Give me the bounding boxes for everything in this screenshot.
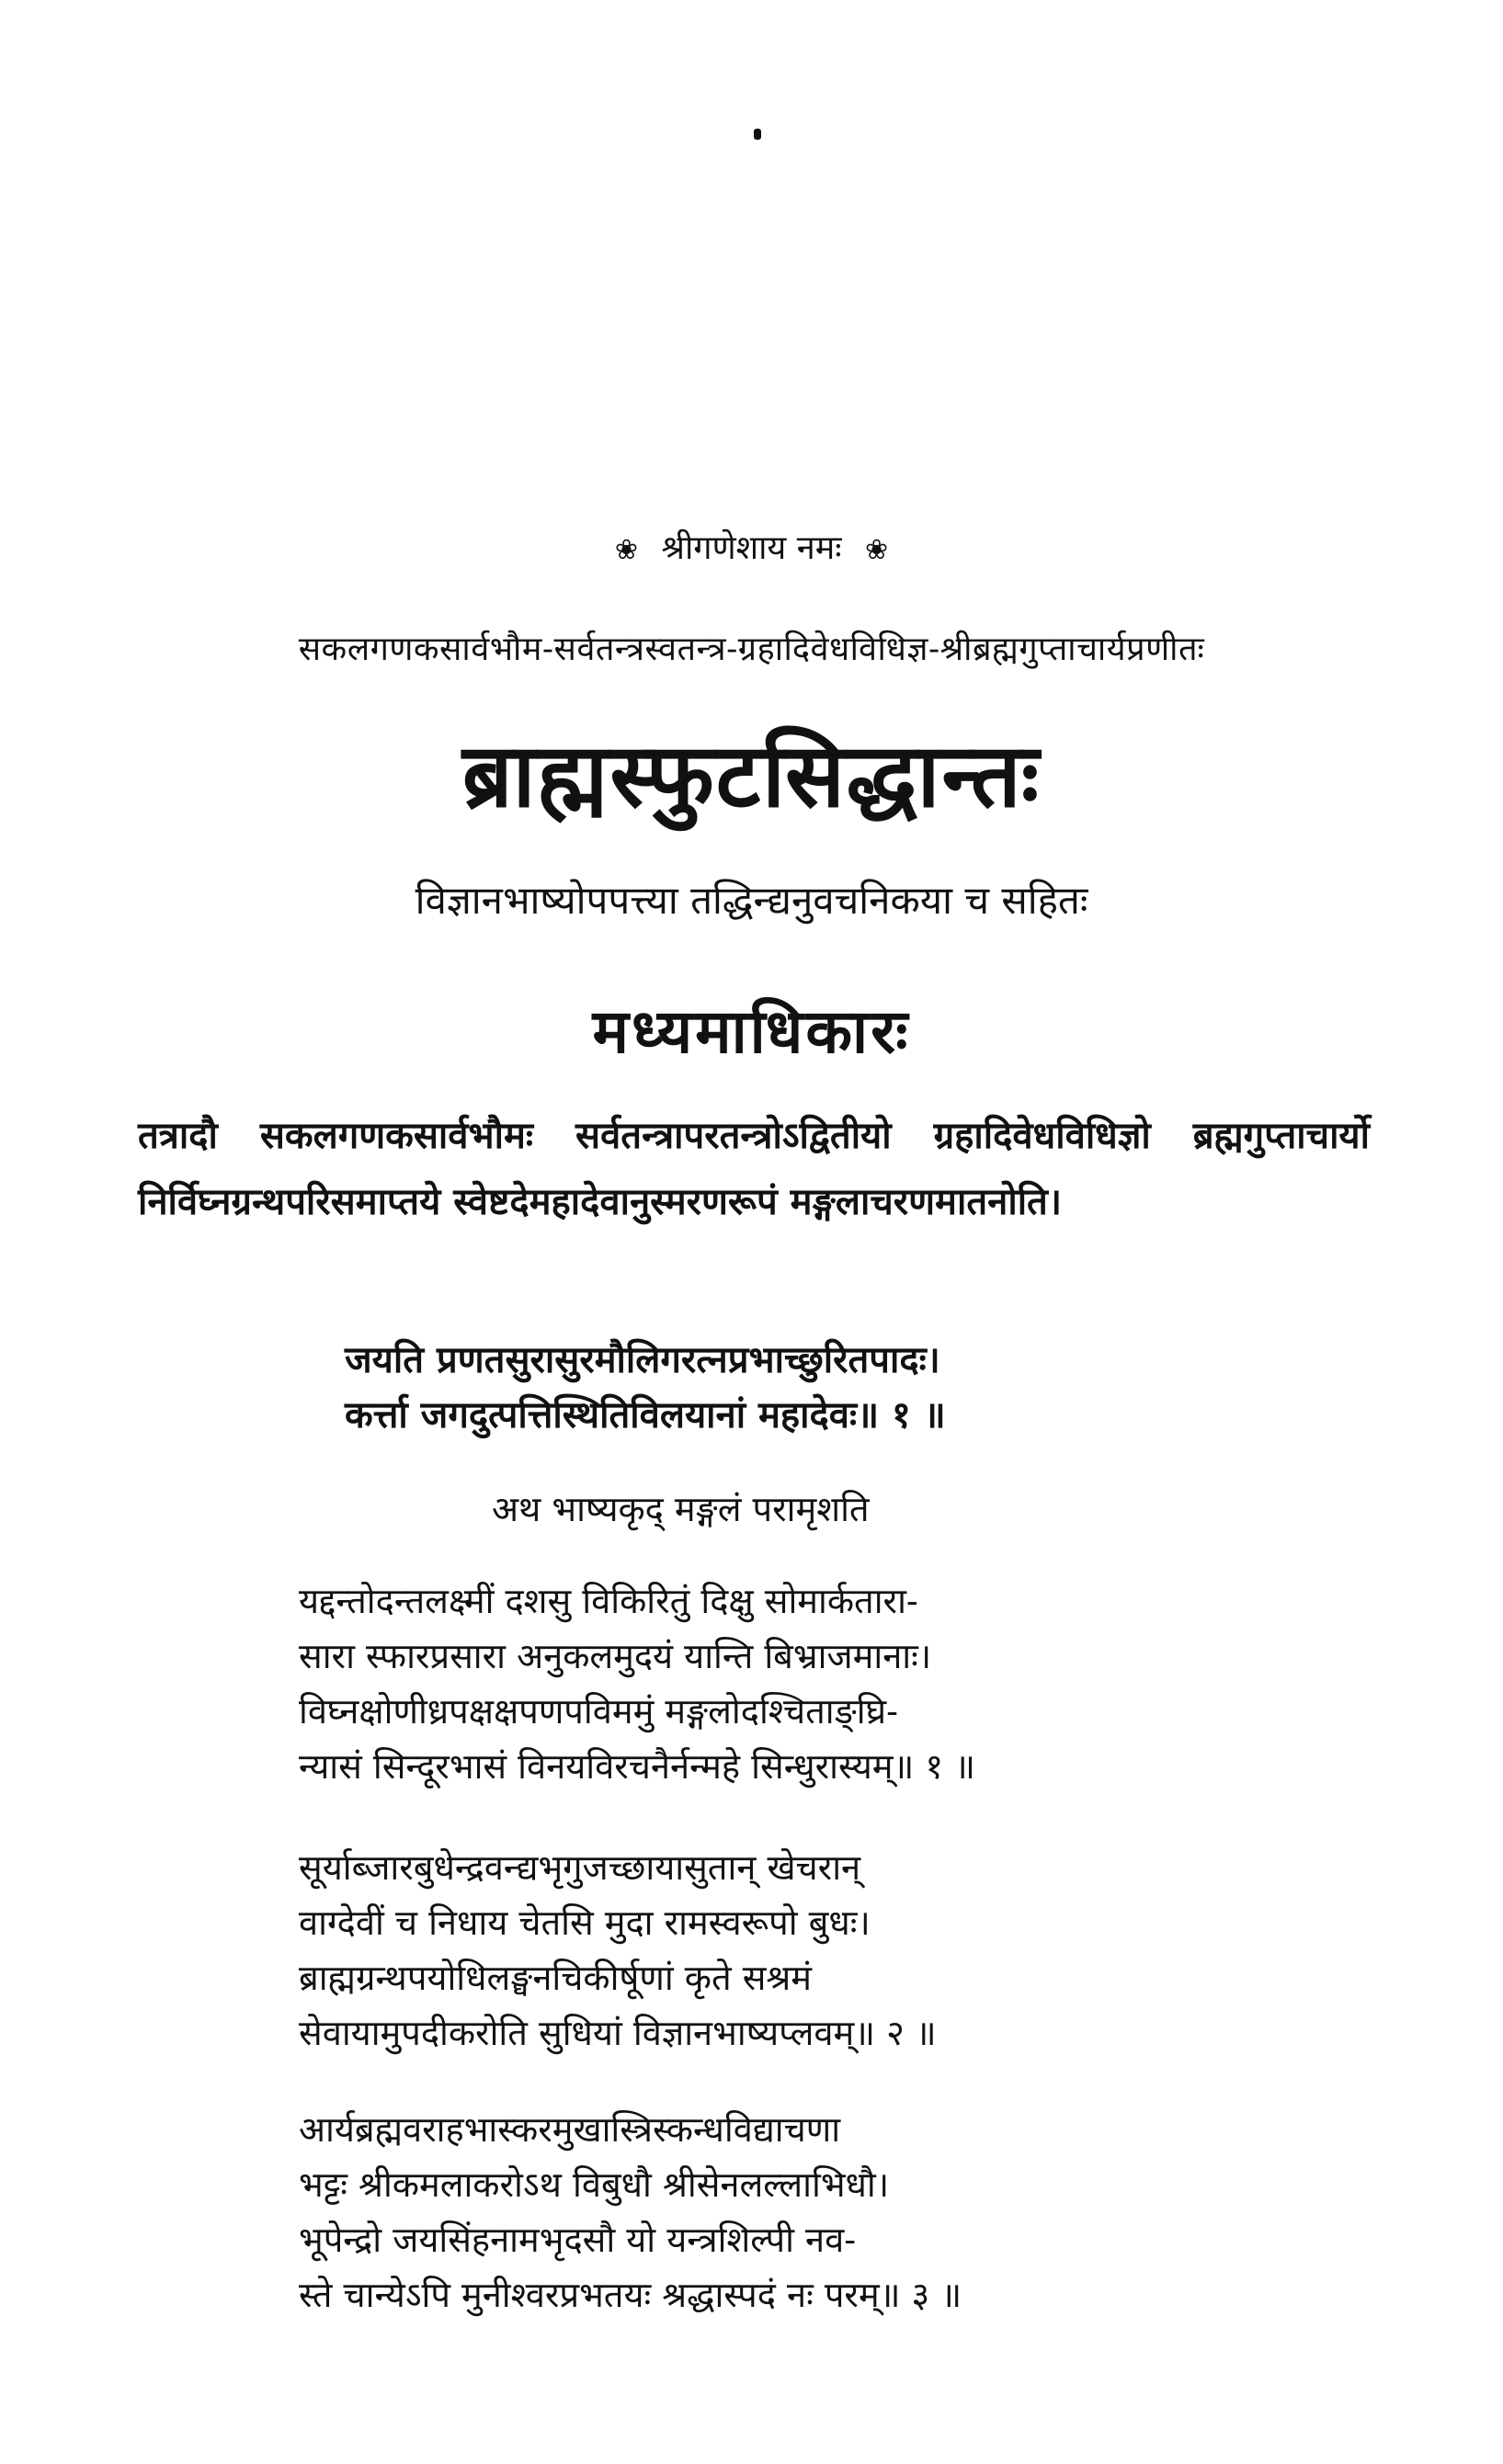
commentary-verse-line: स्ते चान्येऽपि मुनीश्वरप्रभतयः श्रद्धास्पदं नः परम्॥ ३ ॥ bbox=[299, 2275, 962, 2315]
print-speck bbox=[754, 129, 761, 140]
invocation-text: श्रीगणेशाय नमः bbox=[661, 529, 842, 567]
intro-paragraph: तत्रादौ सकलगणकसार्वभौमः सर्वतन्त्रापरतन्त्रोऽद्वितीयो ग्रहादिवेधविधिज्ञो ब्रह्मगुप्ताचार्यो निर्विघ्नग्रन्थपरिसमाप्तये स्वेष्टदेमहादेवानुस्मरणरूपं मङ्गलाचरणमातनोति। bbox=[138, 1114, 1370, 1223]
commentary-verse-line: आर्यब्रह्मवराहभास्करमुखास्त्रिस्कन्धविद्याचणा bbox=[299, 2109, 841, 2150]
commentary-verse-line: सारा स्फारप्रसारा अनुकलमुदयं यान्ति बिभ्राजमानाः। bbox=[299, 1636, 932, 1676]
author-attribution: सकलगणकसार्वभौम-सर्वतन्त्रस्वतन्त्र-ग्रहादिवेधविधिज्ञ-श्रीब्रह्मगुप्ताचार्यप्रणीतः bbox=[298, 630, 1205, 668]
book-title: ब्राह्मस्फुटसिद्धान्तः bbox=[461, 723, 1042, 827]
mula-verse-line: कर्त्ता जगदुत्पत्तिस्थितिविलयानां महादेवः॥ १ ॥ bbox=[345, 1393, 946, 1436]
commentary-verse-line: वाग्देवीं च निधाय चेतसि मुदा रामस्वरूपो बुधः। bbox=[299, 1902, 871, 1943]
commentary-verse-line: न्यासं सिन्दूरभासं विनयविरचनैर्नन्महे सिन्धुरास्यम्॥ १ ॥ bbox=[299, 1746, 975, 1787]
commentary-verse-line: सूर्याब्जारबुधेन्द्रवन्द्यभृगुजच्छायासुतान् खेचरान् bbox=[299, 1847, 861, 1888]
commentary-verse-line: सेवायामुपदीकरोति सुधियां विज्ञानभाष्यप्लवम्॥ २ ॥ bbox=[299, 2013, 937, 2053]
flower-ornament-icon: ❀ bbox=[864, 534, 889, 566]
book-subtitle: विज्ञानभाष्योपपत्त्या तद्धिन्द्यनुवचनिकया च सहितः bbox=[415, 878, 1088, 923]
mula-verse-line: जयति प्रणतसुरासुरमौलिगरत्नप्रभाच्छुरितपादः। bbox=[345, 1338, 940, 1381]
chapter-heading: मध्यमाधिकारः bbox=[592, 995, 911, 1067]
flower-ornament-icon: ❀ bbox=[614, 534, 639, 566]
commentary-verse-line: विघ्नक्षोणीध्रपक्षक्षपणपविममुं मङ्गलोदश्चिताङ्घ्रि- bbox=[299, 1691, 898, 1732]
commentary-verse-line: भट्टः श्रीकमलाकरोऽथ विबुधौ श्रीसेनलल्लाभिधौ। bbox=[299, 2164, 890, 2205]
commentary-intro: अथ भाष्यकृद् मङ्गलं परामृशति bbox=[492, 1489, 870, 1529]
commentary-verse-line: ब्राह्मग्रन्थपयोधिलङ्घनचिकीर्षूणां कृते सश्रमं bbox=[299, 1958, 813, 1998]
invocation-line bbox=[0, 524, 1503, 569]
commentary-verse-line: यद्दन्तोदन्तलक्ष्मीं दशसु विकिरितुं दिक्षु सोमार्कतारा- bbox=[299, 1581, 918, 1621]
commentary-verse-line: भूपेन्द्रो जयसिंहनामभृदसौ यो यन्त्रशिल्पी नव- bbox=[299, 2220, 857, 2260]
